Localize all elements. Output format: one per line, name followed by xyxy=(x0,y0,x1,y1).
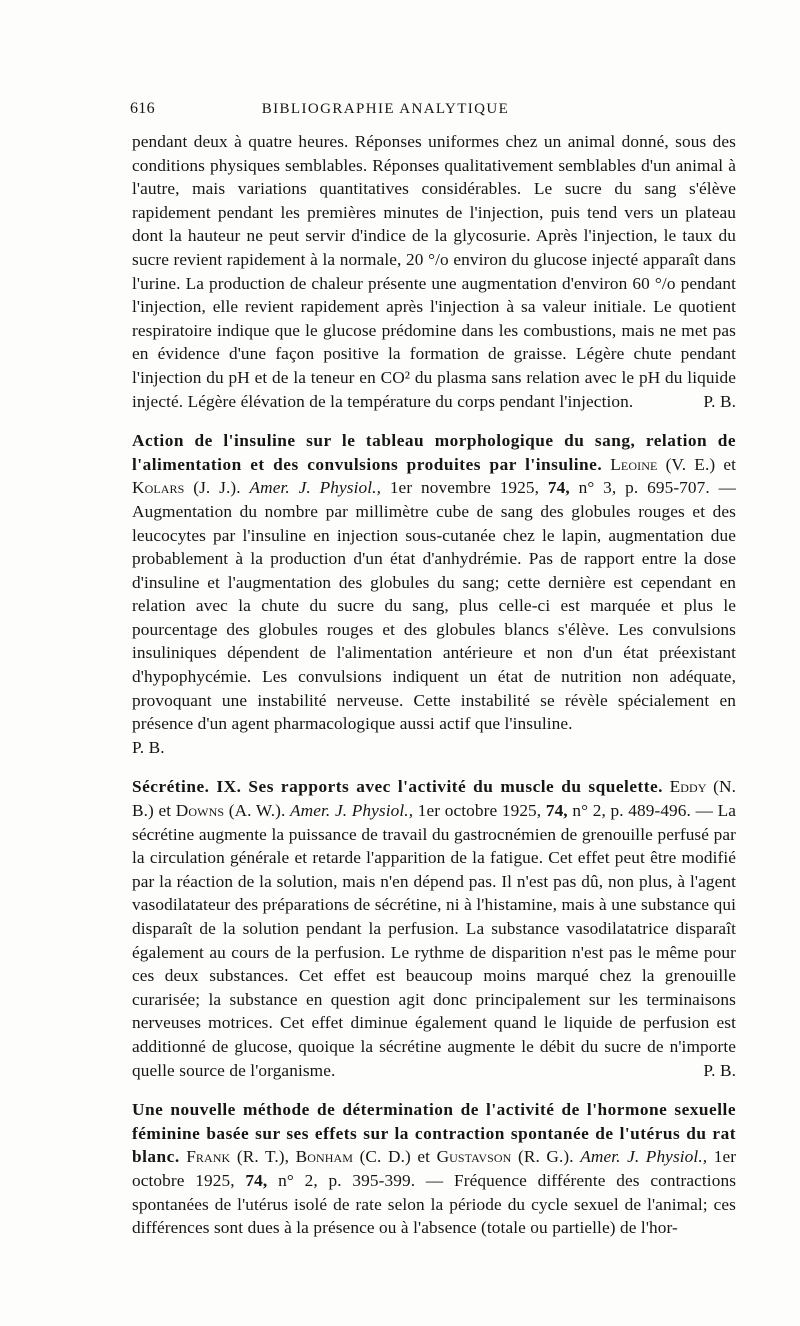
entry-body: La sécrétine augmente la puissance de travail du gastrocnémien de grenouille perfusé par la circulation générale et retarde l'apparition de la fatigue. Cet effet peut être modifié par la réaction de la solution, mais n'en dépend pas. Il n'est pas dû, non plus, à l'agent vasodilatateur des préparations de sécrétine, ni à l'histamine, mais à une substance qui disparaît de la solution pendant la perfusion. La substance vasodilatatrice disparaît également au cours de la perfusion. Le rythme de disparition n'est pas le même pour ces deux substances. Cet effet est beaucoup moins marqué chez la grenouille curarisée; la substance en question agit donc principalement sur les terminaisons nerveuses motrices. Cet effet diminue également quand le liquide de perfusion est additionné de glucose, quoique la sécrétine augmente le débit du sucre de n'importe quelle source de l'organisme. xyxy=(132,801,736,1080)
entry-date: 1er octobre 1925, xyxy=(132,1147,737,1190)
entry-author: Leoine xyxy=(610,454,658,474)
entry-author-initials: (N. B.) et xyxy=(132,777,737,821)
entry-author-initials: (C. D.) et xyxy=(359,1147,431,1167)
entry-volume: 74, xyxy=(547,478,570,498)
entry-issue-pages: n° 3, p. 695-707. — xyxy=(578,478,737,498)
entry-signature: P. B. xyxy=(132,737,165,757)
entry-issue-pages: n° 2, p. 395-399. — xyxy=(278,1170,444,1190)
entry-signature: P. B. xyxy=(703,1060,736,1080)
entry-author-initials: (R. G.). xyxy=(517,1147,574,1167)
abstract-entry-insuline xyxy=(132,429,736,759)
entry-journal: Amer. J. Physiol., xyxy=(580,1147,708,1167)
entry-author-initials: (J. J.). xyxy=(193,478,241,498)
page-number: 616 xyxy=(130,100,155,117)
entry-volume: 74, xyxy=(245,1170,268,1190)
entry-author: Eddy xyxy=(669,777,707,797)
entry-body: Augmentation du nombre par millimètre cube de sang des globules rouges et des leucocytes par l'insuline en injection sous-cutanée chez le lapin, augmentation due probablement à la production d'un état d'anhydrémie. Pas de rapport entre la dose d'insuline et l'augmentation des globules du sang; cette dernière est cependant en relation avec la chute du sucre du sang, plus celle-ci est marquée et plus le pourcentage des globules rouges et des globules blancs s'élève. Les convulsions insuliniques dépendent de l'alimentation antérieure et non d'un état préexistant d'hypophycémie. Les convulsions indiquent un état de nutrition non adéquate, provoquant une instabilité nerveuse. Cette instabilité se révèle spécialement en présence d'un agent pharmacologique aussi actif que l'insuline. xyxy=(132,501,736,734)
entry-author: Gustavson xyxy=(436,1147,512,1167)
abstract-entry-secretine xyxy=(132,775,736,1082)
entry-issue-pages: n° 2, p. 489-496. — xyxy=(572,801,713,821)
entry-author: Kolars xyxy=(132,478,185,498)
entry-title: Une nouvelle méthode de détermination de l'activité de l'hormone sexuelle féminine basée sur ses effets sur la contraction spontanée de l'utérus du rat blanc. xyxy=(132,1100,736,1167)
entry-author: Downs xyxy=(175,801,225,821)
continuation-signature: P. B. xyxy=(703,391,736,411)
entry-author: Frank xyxy=(186,1147,231,1167)
entry-date: 1er octobre 1925, xyxy=(417,801,542,821)
entry-body: Fréquence différente des contractions spontanées de l'utérus isolé de rate selon la période du cycle sexuel de l'animal; ces différences sont dues à la présence ou à l'absence (totale ou partielle) de l'hor- xyxy=(132,1170,737,1238)
running-title: BIBLIOGRAPHIE ANALYTIQUE xyxy=(261,101,510,117)
entry-journal: Amer. J. Physiol., xyxy=(290,801,414,821)
entry-journal: Amer. J. Physiol., xyxy=(249,478,381,498)
entry-volume: 74, xyxy=(545,801,568,821)
abstract-entry-hormone-sexuelle xyxy=(132,1098,736,1240)
entry-author-initials: (R. T.), xyxy=(236,1147,290,1167)
running-head xyxy=(132,100,736,130)
entry-author-initials: (A. W.). xyxy=(228,801,286,821)
entry-author-initials: (V. E.) et xyxy=(665,454,737,474)
continuation-text: pendant deux à quatre heures. Réponses uniformes chez un animal donné, sous des conditions physiques semblables. Réponses qualitativement semblables d'un animal à l'autre, mais variations quantitatives considérables. Le sucre du sang s'élève rapidement pendant les premières minutes de l'injection, puis tend vers un plateau dont la hauteur ne peut servir d'indice de la glycosurie. Après l'injection, le taux du sucre revient rapidement à la normale, 20 °/o environ du glucose injecté apparaît dans l'urine. La production de chaleur présente une augmentation d'environ 60 °/o pendant l'injection, elle revient rapidement après l'injection à sa valeur initiale. Le quotient respiratoire indique que le glucose prédomine dans les combustions, mais ne met pas en évidence d'une façon positive la formation de graisse. Légère chute pendant l'injection du pH et de la teneur en CO² du plasma sans relation avec le pH du liquide injecté. Légère élévation de la température du corps pendant l'injection. xyxy=(132,132,736,411)
entry-author: Bonham xyxy=(295,1147,354,1167)
entry-title: Action de l'insuline sur le tableau morphologique du sang, relation de l'alimentation et des convulsions produites par l'insuline. xyxy=(132,431,736,474)
entry-title: Sécrétine. IX. Ses rapports avec l'activité du muscle du squelette. xyxy=(132,777,663,797)
entry-date: 1er novembre 1925, xyxy=(389,478,540,498)
continuation-paragraph xyxy=(132,130,736,413)
